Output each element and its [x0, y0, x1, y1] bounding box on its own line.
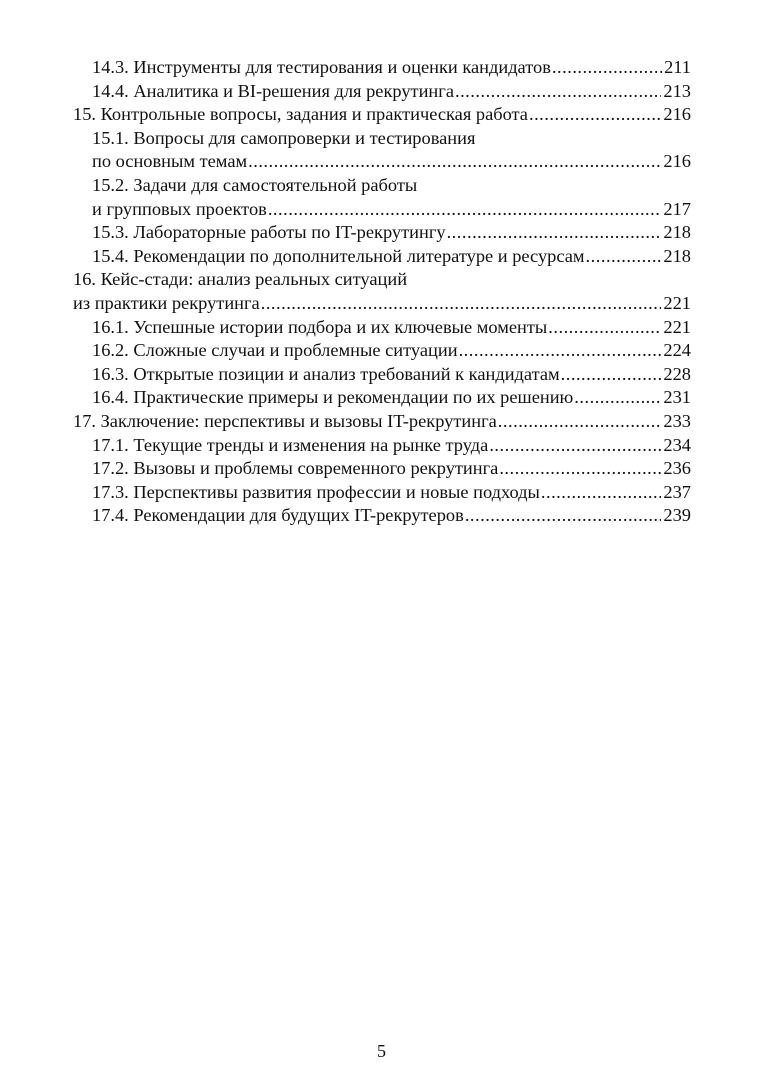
- toc-entry-page: 218: [663, 245, 691, 266]
- toc-entry-title: 16.2. Сложные случаи и проблемные ситуации: [92, 340, 458, 361]
- toc-entry-page: 233: [663, 410, 691, 431]
- toc-entry-title: 17.2. Вызовы и проблемы современного рекрутинга: [92, 458, 499, 479]
- toc-entry-title: 16.4. Практические примеры и рекомендации по их решению: [92, 387, 574, 408]
- toc-entry: [73, 127, 691, 151]
- toc-entry-page: 213: [663, 80, 691, 101]
- toc-dot-leader: [529, 103, 661, 127]
- toc-entry-title: 15.2. Задачи для самостоятельной работы: [92, 174, 418, 195]
- toc-entry: [73, 103, 691, 127]
- toc-dot-leader: [586, 245, 662, 269]
- toc-entry-title: из практики рекрутинга: [73, 292, 260, 313]
- toc-dot-leader: [498, 410, 662, 434]
- toc-entry-page: 221: [663, 292, 691, 313]
- toc-entry: [73, 434, 691, 458]
- toc-entry: [73, 245, 691, 269]
- toc-dot-leader: [541, 481, 662, 505]
- toc-entry: [73, 386, 691, 410]
- toc-dot-leader: [552, 56, 662, 80]
- toc-entry: [73, 481, 691, 505]
- toc-dot-leader: [499, 457, 661, 481]
- toc-entry: [73, 150, 691, 174]
- toc-dot-leader: [447, 221, 662, 245]
- toc-entry-page: 231: [663, 387, 691, 408]
- toc-entry: [73, 292, 691, 316]
- toc-entry-title: 15.3. Лабораторные работы по IT-рекрутингу: [92, 222, 446, 243]
- toc-entry-page: 236: [663, 458, 691, 479]
- toc-entry: [73, 316, 691, 340]
- toc-entry: [73, 80, 691, 104]
- toc-entry: [73, 504, 691, 528]
- toc-entry-page: 228: [663, 363, 691, 384]
- toc-entry-page: 216: [663, 151, 691, 172]
- toc-entry-title: 16. Кейс-стади: анализ реальных ситуаций: [73, 269, 408, 290]
- toc-entry: [73, 198, 691, 222]
- toc-entry: [73, 339, 691, 363]
- toc-entry-title: 16.1. Успешные истории подбора и их ключевые моменты: [92, 316, 548, 337]
- toc-entry-page: 216: [663, 104, 691, 125]
- toc-entry-title: 17.1. Текущие тренды и изменения на рынке труда: [92, 434, 489, 455]
- toc-entry-title: 15.1. Вопросы для самопроверки и тестирования: [92, 127, 476, 148]
- toc-entry-title: 15.4. Рекомендации по дополнительной литературе и ресурсам: [92, 245, 585, 266]
- toc-entry: [73, 268, 691, 292]
- toc-entry: [73, 363, 691, 387]
- toc-entry-title: по основным темам: [92, 151, 248, 172]
- toc-entry-page: 224: [663, 340, 691, 361]
- toc-dot-leader: [561, 363, 662, 387]
- toc-entry: [73, 457, 691, 481]
- toc-entry-title: 15. Контрольные вопросы, задания и практическая работа: [73, 104, 528, 125]
- toc-dot-leader: [465, 504, 662, 528]
- toc-entry: [73, 174, 691, 198]
- toc-entry-page: 239: [663, 505, 691, 526]
- toc-entry: [73, 410, 691, 434]
- toc-entry: [73, 221, 691, 245]
- toc-entry-title: 17.3. Перспективы развития профессии и новые подходы: [92, 481, 540, 502]
- toc-dot-leader: [548, 316, 661, 340]
- toc-entry-page: 218: [663, 222, 691, 243]
- toc-dot-leader: [489, 434, 661, 458]
- toc-dot-leader: [268, 198, 662, 222]
- toc-entry-title: 17. Заключение: перспективы и вызовы IT-рекрутинга: [73, 410, 497, 431]
- toc-dot-leader: [459, 339, 662, 363]
- table-of-contents: [73, 56, 691, 528]
- toc-entry: [73, 56, 691, 80]
- toc-entry-title: и групповых проектов: [92, 198, 267, 219]
- toc-entry-page: 237: [663, 481, 691, 502]
- toc-entry-page: 221: [663, 316, 691, 337]
- toc-dot-leader: [248, 150, 661, 174]
- toc-dot-leader: [455, 80, 661, 104]
- toc-entry-title: 17.4. Рекомендации для будущих IT-рекрутеров: [92, 505, 464, 526]
- toc-dot-leader: [261, 292, 662, 316]
- toc-entry-title: 16.3. Открытые позиции и анализ требований к кандидатам: [92, 363, 560, 384]
- page-number: 5: [377, 1041, 386, 1061]
- toc-entry-page: 211: [664, 57, 691, 77]
- toc-entry-title: 14.4. Аналитика и BI-решения для рекрутинга: [92, 80, 454, 101]
- toc-entry-title: 14.3. Инструменты для тестирования и оценки кандидатов: [92, 57, 551, 77]
- toc-dot-leader: [574, 386, 661, 410]
- toc-entry-page: 217: [663, 198, 691, 219]
- toc-entry-page: 234: [663, 434, 691, 455]
